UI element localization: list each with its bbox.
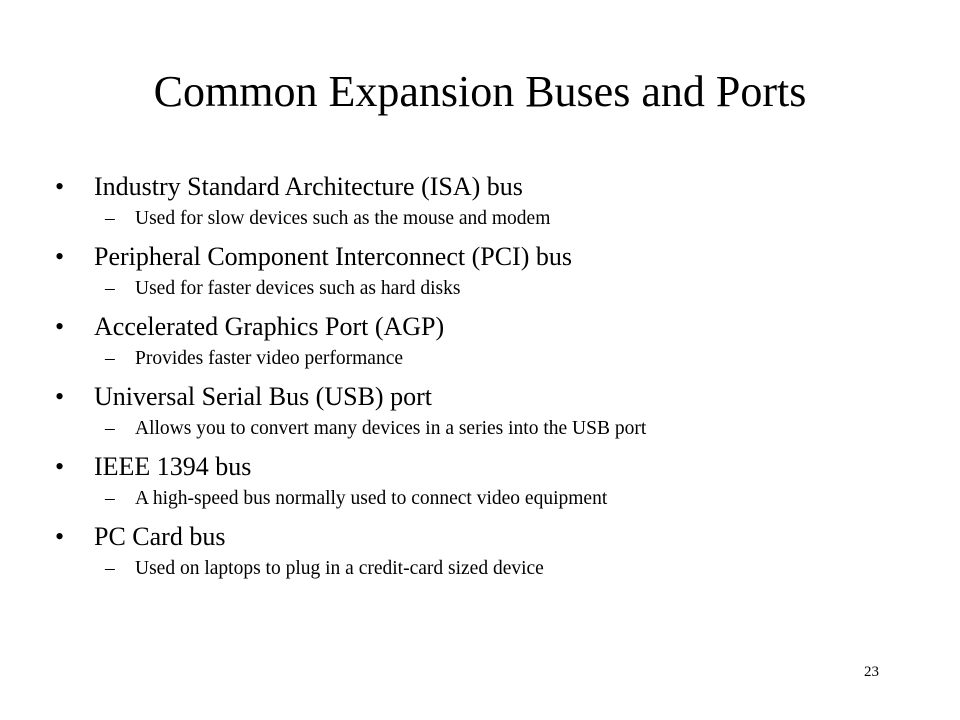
sub-bullet-text: Used for faster devices such as hard disks — [135, 278, 461, 299]
sub-bullet-text: Used for slow devices such as the mouse and modem — [135, 208, 551, 229]
bullet-dot-icon: • — [55, 172, 65, 201]
bullet-item — [55, 450, 915, 520]
slide-title: Common Expansion Buses and Ports — [153, 67, 807, 116]
sub-bullet-text: Allows you to convert many devices in a series into the USB port — [135, 418, 647, 439]
bullet-text: Accelerated Graphics Port (AGP) — [94, 312, 445, 341]
sub-bullet-dash-icon: – — [105, 278, 115, 299]
bullet-text: Industry Standard Architecture (ISA) bus — [94, 172, 523, 201]
bullet-text: Universal Serial Bus (USB) port — [94, 382, 432, 411]
bullet-item — [55, 380, 915, 450]
bullet-dot-icon: • — [55, 452, 65, 481]
sub-bullet-dash-icon: – — [105, 558, 115, 579]
bullet-text: Peripheral Component Interconnect (PCI) bus — [94, 242, 572, 271]
sub-bullet-dash-icon: – — [105, 488, 115, 509]
bullet-dot-icon: • — [55, 382, 65, 411]
sub-bullet-text: A high-speed bus normally used to connect video equipment — [135, 488, 608, 509]
bullet-dot-icon: • — [55, 242, 65, 271]
bullet-dot-icon: • — [55, 522, 65, 551]
sub-bullet-dash-icon: – — [105, 418, 115, 439]
bullet-item — [55, 170, 915, 240]
sub-bullet-text: Used on laptops to plug in a credit-card sized device — [135, 558, 544, 579]
bullet-item — [55, 520, 915, 590]
bullet-item — [55, 310, 915, 380]
bullet-dot-icon: • — [55, 312, 65, 341]
sub-bullet-dash-icon: – — [105, 208, 115, 229]
page-number: 23 — [864, 664, 879, 680]
bullet-text: PC Card bus — [94, 522, 226, 551]
bullet-list — [55, 170, 915, 590]
bullet-item — [55, 240, 915, 310]
sub-bullet-text: Provides faster video performance — [135, 348, 404, 369]
bullet-text: IEEE 1394 bus — [94, 452, 252, 481]
sub-bullet-dash-icon: – — [105, 348, 115, 369]
